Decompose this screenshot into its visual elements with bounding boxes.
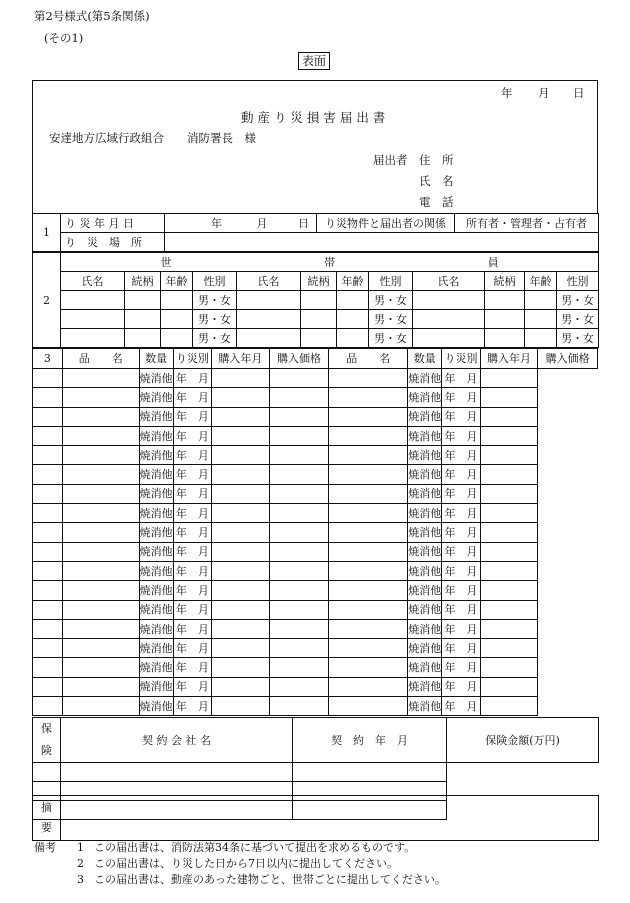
item-row (33, 677, 598, 696)
relation-label: り災物件と届出者の関係 (317, 214, 455, 233)
section-number: 1 (33, 214, 61, 252)
item-qty-cell[interactable] (62, 369, 139, 388)
item-purchase-ym-cell[interactable]: 年 月 (173, 369, 211, 388)
item-type-cell[interactable]: 焼消他 (139, 658, 173, 677)
item-purchase-ym-cell[interactable]: 年 月 (173, 561, 211, 580)
item-name-cell[interactable] (269, 407, 329, 426)
item-name-cell[interactable] (269, 523, 329, 542)
note-item: この届出書は、り災した日から7日以内に提出してください。 (94, 857, 398, 870)
household-gender-cell[interactable]: 男・女 (557, 291, 599, 310)
item-price-cell[interactable] (480, 581, 538, 600)
item-type-cell[interactable]: 焼消他 (408, 484, 442, 503)
disaster-date-field[interactable]: 年 月 日 (165, 214, 317, 233)
item-name-cell[interactable] (33, 581, 63, 600)
household-age-cell[interactable] (337, 310, 369, 329)
household-gender-cell[interactable]: 男・女 (369, 291, 413, 310)
insurance-col-header: 契 約 年 月 (293, 718, 447, 763)
item-row (33, 426, 598, 445)
item-price-cell[interactable] (480, 484, 538, 503)
item-qty-cell[interactable] (329, 639, 408, 658)
household-age-cell[interactable] (337, 329, 369, 348)
item-type-cell[interactable]: 焼消他 (408, 658, 442, 677)
item-purchase-ym-cell[interactable]: 年 月 (173, 426, 211, 445)
form-number: 第2号様式(第5条関係) (34, 9, 150, 23)
insurance-date-cell[interactable] (61, 763, 293, 782)
item-row (33, 407, 598, 426)
item-row (33, 369, 598, 388)
item-price-cell[interactable] (212, 484, 270, 503)
item-type-cell[interactable]: 焼消他 (408, 407, 442, 426)
item-name-cell[interactable] (33, 484, 63, 503)
household-col-header: 続柄 (485, 272, 525, 291)
item-purchase-ym-cell[interactable]: 年 月 (173, 697, 211, 716)
item-price-cell[interactable] (480, 504, 538, 523)
item-type-cell[interactable]: 焼消他 (139, 388, 173, 407)
item-name-cell[interactable] (33, 465, 63, 484)
item-row (33, 561, 598, 580)
item-row (33, 658, 598, 677)
remarks-label: 摘 要 (33, 796, 61, 841)
item-purchase-ym-cell[interactable]: 年 月 (442, 658, 480, 677)
household-relation-cell[interactable] (301, 310, 337, 329)
household-col-header: 性別 (369, 272, 413, 291)
section-number: 3 (33, 349, 63, 369)
item-name-cell[interactable] (269, 369, 329, 388)
item-qty-cell[interactable] (62, 658, 139, 677)
item-name-cell[interactable] (33, 677, 63, 696)
item-purchase-ym-cell[interactable]: 年 月 (442, 523, 480, 542)
note-item: この届出書は、消防法第34条に基づいて提出を求めるものです。 (94, 841, 416, 854)
insurance-col-header: 契 約 会 社 名 (61, 718, 293, 763)
item-row (33, 619, 598, 638)
item-purchase-ym-cell[interactable]: 年 月 (442, 677, 480, 696)
household-title: 世 帯 員 (61, 253, 599, 272)
item-type-cell[interactable]: 焼消他 (408, 523, 442, 542)
item-qty-cell[interactable] (62, 465, 139, 484)
section-number: 2 (33, 253, 61, 348)
item-type-cell[interactable]: 焼消他 (139, 542, 173, 561)
form-part: (その1) (44, 31, 84, 45)
item-qty-cell[interactable] (62, 446, 139, 465)
item-row (33, 446, 598, 465)
item-price-cell[interactable] (212, 407, 270, 426)
item-purchase-ym-cell[interactable]: 年 月 (173, 677, 211, 696)
addressee: 安達地方広域行政組合 消防署長 様 (49, 131, 256, 145)
item-purchase-ym-cell[interactable]: 年 月 (442, 600, 480, 619)
item-purchase-ym-cell[interactable]: 年 月 (173, 600, 211, 619)
disaster-place-label: り 災 場 所 (61, 233, 165, 252)
item-type-cell[interactable]: 焼消他 (408, 697, 442, 716)
item-qty-cell[interactable] (329, 697, 408, 716)
household-gender-cell[interactable]: 男・女 (369, 310, 413, 329)
item-price-cell[interactable] (212, 369, 270, 388)
item-qty-cell[interactable] (329, 369, 408, 388)
item-price-cell[interactable] (480, 619, 538, 638)
household-name-cell[interactable] (61, 310, 125, 329)
item-qty-cell[interactable] (329, 581, 408, 600)
household-name-cell[interactable] (61, 329, 125, 348)
household-gender-cell[interactable]: 男・女 (193, 310, 237, 329)
item-name-cell[interactable] (33, 446, 63, 465)
item-qty-cell[interactable] (329, 465, 408, 484)
item-row (33, 697, 598, 716)
item-type-cell[interactable]: 焼消他 (408, 369, 442, 388)
household-age-cell[interactable] (161, 310, 193, 329)
item-type-cell[interactable]: 焼消他 (408, 446, 442, 465)
household-age-cell[interactable] (161, 329, 193, 348)
item-type-cell[interactable]: 焼消他 (139, 581, 173, 600)
household-col-header: 年齢 (161, 272, 193, 291)
household-name-cell[interactable] (413, 329, 485, 348)
item-price-cell[interactable] (212, 426, 270, 445)
item-row (33, 388, 598, 407)
item-purchase-ym-cell[interactable]: 年 月 (173, 658, 211, 677)
item-type-cell[interactable]: 焼消他 (139, 465, 173, 484)
disaster-date-label: り 災 年 月 日 (61, 214, 165, 233)
item-price-cell[interactable] (212, 388, 270, 407)
item-type-cell[interactable]: 焼消他 (139, 619, 173, 638)
item-purchase-ym-cell[interactable]: 年 月 (442, 619, 480, 638)
item-name-cell[interactable] (33, 388, 63, 407)
item-name-cell[interactable] (33, 658, 63, 677)
item-purchase-ym-cell[interactable]: 年 月 (442, 446, 480, 465)
item-type-cell[interactable]: 焼消他 (139, 523, 173, 542)
item-purchase-ym-cell[interactable]: 年 月 (442, 561, 480, 580)
item-col-header: り災別 (442, 349, 480, 369)
item-col-header: 購入年月 (212, 349, 270, 369)
item-purchase-ym-cell[interactable]: 年 月 (442, 484, 480, 503)
household-relation-cell[interactable] (125, 310, 161, 329)
disaster-place-field[interactable] (165, 233, 599, 252)
item-col-header: 購入価格 (538, 349, 598, 369)
section-3-table (32, 348, 598, 716)
item-row (33, 600, 598, 619)
item-col-header: り災別 (173, 349, 211, 369)
household-age-cell[interactable] (337, 291, 369, 310)
item-qty-cell[interactable] (62, 600, 139, 619)
household-name-cell[interactable] (413, 291, 485, 310)
household-age-cell[interactable] (525, 329, 557, 348)
item-row (33, 581, 598, 600)
household-gender-cell[interactable]: 男・女 (193, 329, 237, 348)
item-qty-cell[interactable] (329, 484, 408, 503)
household-age-cell[interactable] (525, 291, 557, 310)
insurance-amount-cell[interactable] (293, 763, 447, 782)
item-type-cell[interactable]: 焼消他 (408, 504, 442, 523)
item-name-cell[interactable] (269, 504, 329, 523)
item-name-cell[interactable] (33, 523, 63, 542)
item-price-cell[interactable] (480, 542, 538, 561)
item-type-cell[interactable]: 焼消他 (408, 542, 442, 561)
item-purchase-ym-cell[interactable]: 年 月 (442, 388, 480, 407)
household-relation-cell[interactable] (485, 291, 525, 310)
insurance-company-cell[interactable] (33, 763, 61, 782)
item-qty-cell[interactable] (329, 523, 408, 542)
item-price-cell[interactable] (212, 677, 270, 696)
item-qty-cell[interactable] (62, 581, 139, 600)
household-gender-cell[interactable]: 男・女 (193, 291, 237, 310)
item-type-cell[interactable]: 焼消他 (139, 561, 173, 580)
household-relation-cell[interactable] (485, 310, 525, 329)
applicant-label: 届出者 (373, 153, 408, 167)
date-day: 日 (573, 86, 585, 100)
household-col-header: 氏名 (61, 272, 125, 291)
item-purchase-ym-cell[interactable]: 年 月 (442, 407, 480, 426)
household-col-header: 年齢 (525, 272, 557, 291)
item-price-cell[interactable] (480, 677, 538, 696)
face-label: 表面 (298, 52, 330, 70)
item-name-cell[interactable] (269, 600, 329, 619)
item-name-cell[interactable] (269, 581, 329, 600)
item-col-header: 品 名 (329, 349, 408, 369)
name-label: 氏 名 (419, 174, 454, 188)
item-qty-cell[interactable] (329, 600, 408, 619)
item-price-cell[interactable] (480, 426, 538, 445)
item-qty-cell[interactable] (329, 407, 408, 426)
item-type-cell[interactable]: 焼消他 (408, 619, 442, 638)
item-name-cell[interactable] (33, 619, 63, 638)
item-purchase-ym-cell[interactable]: 年 月 (173, 504, 211, 523)
item-name-cell[interactable] (269, 677, 329, 696)
notes: 備考 1 この届出書は、消防法第34条に基づいて提出を求めるものです。 2 この届出書は、り災した日から7日以内に提出してください。 3 この届出書は、動産のあった建物ごと、世帯ごとに提出してください。 (34, 841, 446, 886)
date-month: 月 (538, 86, 550, 100)
item-name-cell[interactable] (269, 542, 329, 561)
item-price-cell[interactable] (212, 619, 270, 638)
item-type-cell[interactable]: 焼消他 (408, 465, 442, 484)
item-name-cell[interactable] (33, 561, 63, 580)
item-type-cell[interactable]: 焼消他 (139, 484, 173, 503)
item-qty-cell[interactable] (329, 446, 408, 465)
household-age-cell[interactable] (161, 291, 193, 310)
item-purchase-ym-cell[interactable]: 年 月 (173, 581, 211, 600)
item-qty-cell[interactable] (329, 561, 408, 580)
item-qty-cell[interactable] (62, 697, 139, 716)
item-price-cell[interactable] (480, 465, 538, 484)
household-relation-cell[interactable] (301, 329, 337, 348)
item-price-cell[interactable] (212, 446, 270, 465)
item-purchase-ym-cell[interactable]: 年 月 (173, 523, 211, 542)
item-qty-cell[interactable] (329, 658, 408, 677)
item-price-cell[interactable] (212, 600, 270, 619)
household-col-header: 性別 (557, 272, 599, 291)
item-price-cell[interactable] (212, 523, 270, 542)
item-type-cell[interactable]: 焼消他 (139, 446, 173, 465)
item-purchase-ym-cell[interactable]: 年 月 (173, 619, 211, 638)
item-col-header: 数量 (139, 349, 173, 369)
item-qty-cell[interactable] (329, 504, 408, 523)
item-name-cell[interactable] (269, 697, 329, 716)
item-name-cell[interactable] (33, 542, 63, 561)
household-relation-cell[interactable] (125, 291, 161, 310)
item-price-cell[interactable] (212, 639, 270, 658)
item-price-cell[interactable] (212, 581, 270, 600)
item-type-cell[interactable]: 焼消他 (139, 697, 173, 716)
item-qty-cell[interactable] (329, 542, 408, 561)
item-col-header: 購入価格 (269, 349, 329, 369)
item-name-cell[interactable] (269, 619, 329, 638)
insurance-label: 保 険 (33, 718, 61, 763)
item-col-header: 購入年月 (480, 349, 538, 369)
notes-key: 備考 (34, 841, 56, 854)
household-relation-cell[interactable] (485, 329, 525, 348)
household-name-cell[interactable] (237, 291, 301, 310)
item-purchase-ym-cell[interactable]: 年 月 (442, 465, 480, 484)
item-purchase-ym-cell[interactable]: 年 月 (442, 697, 480, 716)
item-qty-cell[interactable] (62, 542, 139, 561)
item-name-cell[interactable] (269, 484, 329, 503)
item-name-cell[interactable] (269, 446, 329, 465)
item-type-cell[interactable]: 焼消他 (139, 600, 173, 619)
item-price-cell[interactable] (480, 446, 538, 465)
item-price-cell[interactable] (480, 658, 538, 677)
household-col-header: 続柄 (301, 272, 337, 291)
item-purchase-ym-cell[interactable]: 年 月 (173, 388, 211, 407)
item-qty-cell[interactable] (329, 388, 408, 407)
item-col-header: 品 名 (62, 349, 139, 369)
item-purchase-ym-cell[interactable]: 年 月 (173, 542, 211, 561)
item-type-cell[interactable]: 焼消他 (408, 677, 442, 696)
item-purchase-ym-cell[interactable]: 年 月 (442, 581, 480, 600)
household-age-cell[interactable] (525, 310, 557, 329)
item-name-cell[interactable] (269, 658, 329, 677)
item-price-cell[interactable] (212, 504, 270, 523)
relation-value[interactable]: 所有者・管理者・占有者 (455, 214, 599, 233)
insurance-row (33, 763, 599, 782)
item-price-cell[interactable] (212, 697, 270, 716)
item-col-header: 数量 (408, 349, 442, 369)
note-item: この届出書は、動産のあった建物ごと、世帯ごとに提出してください。 (94, 873, 446, 886)
item-type-cell[interactable]: 焼消他 (408, 388, 442, 407)
item-row (33, 639, 598, 658)
item-purchase-ym-cell[interactable]: 年 月 (442, 504, 480, 523)
item-qty-cell[interactable] (62, 639, 139, 658)
item-purchase-ym-cell[interactable]: 年 月 (173, 446, 211, 465)
item-row (33, 504, 598, 523)
item-name-cell[interactable] (269, 465, 329, 484)
item-price-cell[interactable] (212, 465, 270, 484)
item-name-cell[interactable] (269, 388, 329, 407)
household-col-header: 性別 (193, 272, 237, 291)
item-price-cell[interactable] (212, 658, 270, 677)
item-name-cell[interactable] (33, 369, 63, 388)
section-1-table (32, 213, 599, 252)
item-row (33, 484, 598, 503)
item-qty-cell[interactable] (329, 426, 408, 445)
household-gender-cell[interactable]: 男・女 (557, 310, 599, 329)
item-name-cell[interactable] (33, 426, 63, 445)
household-name-cell[interactable] (413, 310, 485, 329)
household-gender-cell[interactable]: 男・女 (557, 329, 599, 348)
item-price-cell[interactable] (480, 388, 538, 407)
item-type-cell[interactable]: 焼消他 (408, 426, 442, 445)
item-price-cell[interactable] (480, 639, 538, 658)
item-name-cell[interactable] (33, 407, 63, 426)
item-purchase-ym-cell[interactable]: 年 月 (442, 369, 480, 388)
item-price-cell[interactable] (480, 600, 538, 619)
item-qty-cell[interactable] (62, 504, 139, 523)
item-purchase-ym-cell[interactable]: 年 月 (173, 639, 211, 658)
item-type-cell[interactable]: 焼消他 (139, 677, 173, 696)
item-purchase-ym-cell[interactable]: 年 月 (173, 484, 211, 503)
household-relation-cell[interactable] (125, 329, 161, 348)
phone-label: 電 話 (419, 195, 454, 209)
item-type-cell[interactable]: 焼消他 (408, 581, 442, 600)
item-qty-cell[interactable] (329, 619, 408, 638)
item-price-cell[interactable] (212, 542, 270, 561)
item-qty-cell[interactable] (62, 561, 139, 580)
household-col-header: 続柄 (125, 272, 161, 291)
item-type-cell[interactable]: 焼消他 (139, 426, 173, 445)
household-name-cell[interactable] (237, 329, 301, 348)
item-purchase-ym-cell[interactable]: 年 月 (173, 465, 211, 484)
address-label: 住 所 (419, 153, 454, 167)
remarks-field[interactable] (61, 796, 599, 841)
item-qty-cell[interactable] (62, 619, 139, 638)
insurance-col-header: 保険金額(万円) (447, 718, 599, 763)
household-name-cell[interactable] (237, 310, 301, 329)
household-col-header: 氏名 (413, 272, 485, 291)
item-type-cell[interactable]: 焼消他 (139, 407, 173, 426)
item-qty-cell[interactable] (62, 677, 139, 696)
item-type-cell[interactable]: 焼消他 (139, 639, 173, 658)
item-name-cell[interactable] (33, 600, 63, 619)
item-row (33, 465, 598, 484)
item-purchase-ym-cell[interactable]: 年 月 (173, 407, 211, 426)
item-name-cell[interactable] (33, 504, 63, 523)
item-name-cell[interactable] (269, 426, 329, 445)
item-name-cell[interactable] (33, 639, 63, 658)
item-qty-cell[interactable] (329, 677, 408, 696)
item-qty-cell[interactable] (62, 484, 139, 503)
form-title: 動 産 り 災 損 害 届 出 書 (241, 110, 386, 125)
item-row (33, 523, 598, 542)
household-col-header: 年齢 (337, 272, 369, 291)
item-name-cell[interactable] (269, 639, 329, 658)
item-type-cell[interactable]: 焼消他 (408, 561, 442, 580)
item-price-cell[interactable] (480, 561, 538, 580)
item-price-cell[interactable] (480, 523, 538, 542)
household-gender-cell[interactable]: 男・女 (369, 329, 413, 348)
household-relation-cell[interactable] (301, 291, 337, 310)
item-type-cell[interactable]: 焼消他 (139, 369, 173, 388)
form-header-block (32, 80, 598, 214)
item-price-cell[interactable] (480, 697, 538, 716)
item-price-cell[interactable] (480, 407, 538, 426)
item-qty-cell[interactable] (62, 407, 139, 426)
item-type-cell[interactable]: 焼消他 (139, 504, 173, 523)
item-purchase-ym-cell[interactable]: 年 月 (442, 426, 480, 445)
item-row (33, 542, 598, 561)
item-price-cell[interactable] (212, 561, 270, 580)
item-purchase-ym-cell[interactable]: 年 月 (442, 542, 480, 561)
date-year: 年 (501, 86, 513, 100)
section-2-table (32, 252, 599, 348)
household-name-cell[interactable] (61, 291, 125, 310)
item-type-cell[interactable]: 焼消他 (408, 600, 442, 619)
item-qty-cell[interactable] (62, 388, 139, 407)
item-name-cell[interactable] (33, 697, 63, 716)
item-purchase-ym-cell[interactable]: 年 月 (442, 639, 480, 658)
item-qty-cell[interactable] (62, 523, 139, 542)
item-qty-cell[interactable] (62, 426, 139, 445)
item-name-cell[interactable] (269, 561, 329, 580)
item-price-cell[interactable] (480, 369, 538, 388)
remarks-table (32, 795, 599, 841)
item-type-cell[interactable]: 焼消他 (408, 639, 442, 658)
household-col-header: 氏名 (237, 272, 301, 291)
